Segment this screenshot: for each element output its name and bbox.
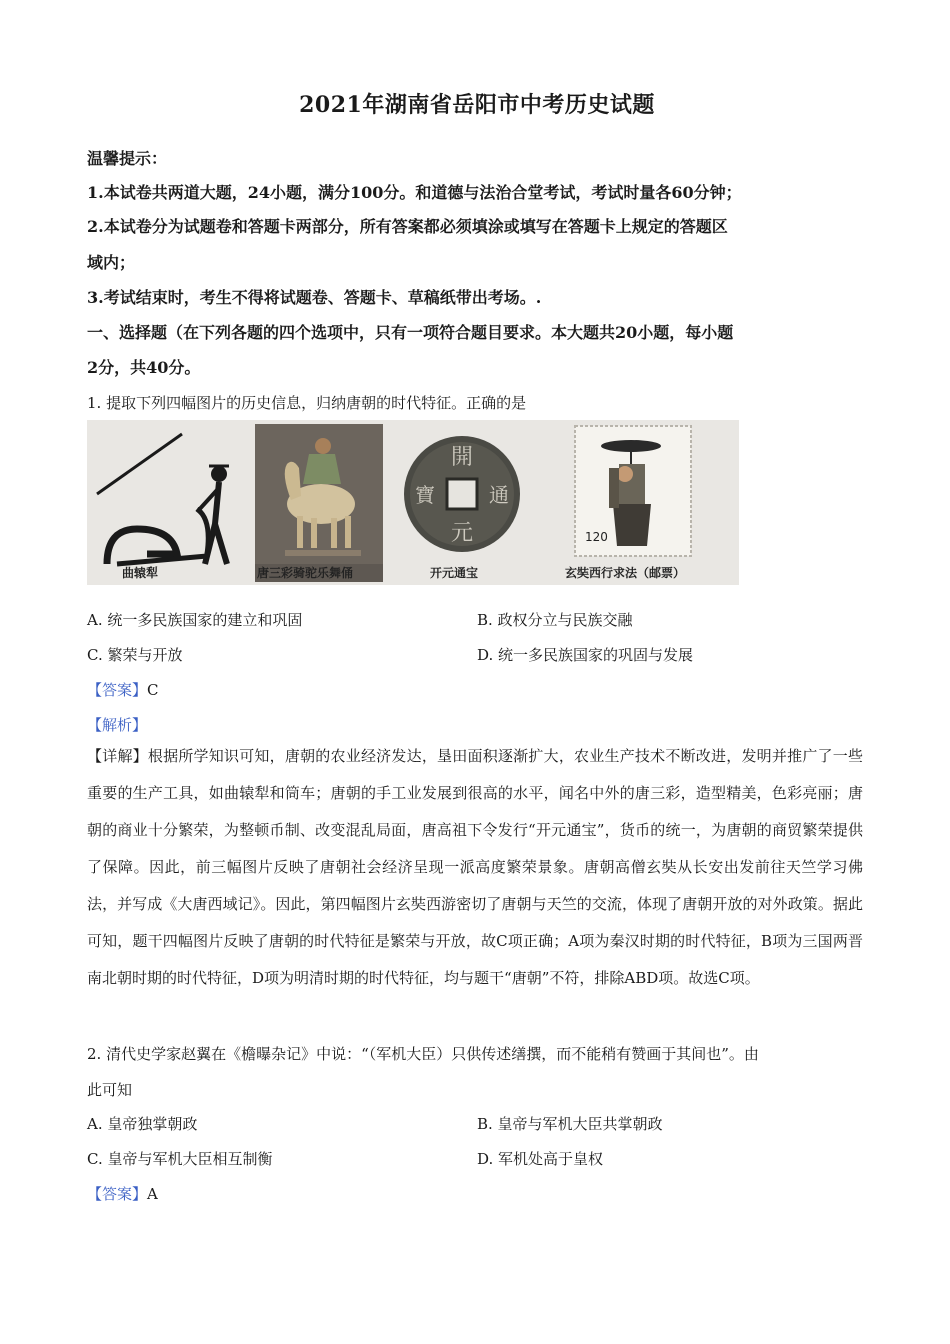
- q2-answer-tag: 【答案】: [87, 1185, 148, 1203]
- caption-plough: 曲辕犁: [122, 566, 159, 580]
- question-2-stem-line-2: 此可知: [87, 1081, 133, 1099]
- svg-text:寶: 寶: [415, 483, 435, 507]
- tips-heading: 温馨提示：: [87, 149, 168, 168]
- section-heading-line-2: 2分，共40分。: [87, 358, 201, 377]
- tip-line-2a: 2.本试卷分为试题卷和答题卡两部分，所有答案都必须填涂或填写在答题卡上规定的答题区: [87, 217, 728, 236]
- q2-option-c: C. 皇帝与军机大臣相互制衡: [87, 1150, 273, 1168]
- page-title: 2021年湖南省岳阳市中考历史试题: [299, 92, 655, 118]
- q1-option-c: C. 繁荣与开放: [87, 646, 183, 664]
- tip-line-1: 1.本试卷共两道大题，24小题，满分100分。和道德与法治合堂考试，考试时量各60分钟；: [87, 183, 742, 202]
- q1-option-d: D. 统一多民族国家的巩固与发展: [477, 646, 694, 664]
- q2-answer-line: [87, 1183, 158, 1204]
- question-1-figure: [87, 420, 739, 585]
- q1-option-a: A. 统一多民族国家的建立和巩固: [87, 611, 303, 629]
- svg-text:開: 開: [450, 445, 474, 470]
- camel-figurine-photo: [255, 424, 383, 582]
- caption-camel: 唐三彩骑驼乐舞俑: [257, 566, 354, 580]
- q2-option-a: A. 皇帝独掌朝政: [87, 1115, 198, 1133]
- q2-option-b: B. 皇帝与军机大臣共掌朝政: [477, 1115, 663, 1133]
- q1-analysis-tag: 【解析】: [87, 716, 148, 734]
- tip-line-2b: 域内；: [87, 253, 136, 272]
- tip-line-3: 3.考试结束时，考生不得将试题卷、答题卡、草稿纸带出考场。.: [87, 288, 542, 307]
- svg-text:通: 通: [489, 483, 509, 507]
- q1-option-b: B. 政权分立与民族交融: [477, 611, 633, 629]
- svg-text:元: 元: [450, 521, 474, 546]
- q2-option-d: D. 军机处高于皇权: [477, 1150, 604, 1168]
- q1-detail-paragraph: 【详解】根据所学知识可知，唐朝的农业经济发达，垦田面积逐渐扩大，农业生产技术不断改进，发明并推广了一些重要的生产工具，如曲辕犁和筒车；唐朝的手工业发展到很高的水平，闻名中外的唐三彩，造型精美，色彩亮丽；唐朝的商业十分繁荣，为整顿币制、改变混乱局面，唐高祖下令发行“开元通宝”，货币的统一，为唐朝的商贸繁荣提供了保障。因此，前三幅图片反映了唐朝社会经济呈现一派高度繁荣景象。唐朝高僧玄奘从长安出发前往天竺学习佛法，并写成《大唐西域记》。因此，第四幅图片玄奘西游密切了唐朝与天竺的交流，体现了唐朝开放的对外政策。据此可知，题干四幅图片反映了唐朝的时代特征是繁荣与开放，故C项正确；A项为秦汉时期的时代特征，B项为三国两晋南北朝时期的时代特征，D项为明清时期的时代特征，均与题干“唐朝”不符，排除ABD项。故选C项。: [87, 747, 863, 987]
- xuanzang-stamp-image: [573, 424, 693, 582]
- q1-answer-value: C: [147, 681, 159, 699]
- q1-answer-tag: 【答案】: [87, 681, 148, 699]
- question-1-stem: 1. 提取下列四幅图片的历史信息，归纳唐朝的时代特征。正确的是: [87, 394, 527, 412]
- q1-answer-line: [87, 679, 159, 700]
- kaiyuan-coin-image: [397, 424, 527, 582]
- plough-illustration: [87, 424, 247, 582]
- q2-answer-value: A: [147, 1185, 158, 1203]
- stamp-value: 120: [585, 530, 608, 544]
- caption-coin: 开元通宝: [430, 566, 479, 580]
- question-2-stem-line-1: 2. 清代史学家赵翼在《檐曝杂记》中说：“（军机大臣）只供传述缮撰，而不能稍有赞画于其间也”。由: [87, 1045, 759, 1063]
- caption-stamp: 玄奘西行求法（邮票）: [565, 566, 686, 580]
- section-heading-line-1: 一、选择题（在下列各题的四个选项中，只有一项符合题目要求。本大题共20小题，每小题: [87, 323, 734, 342]
